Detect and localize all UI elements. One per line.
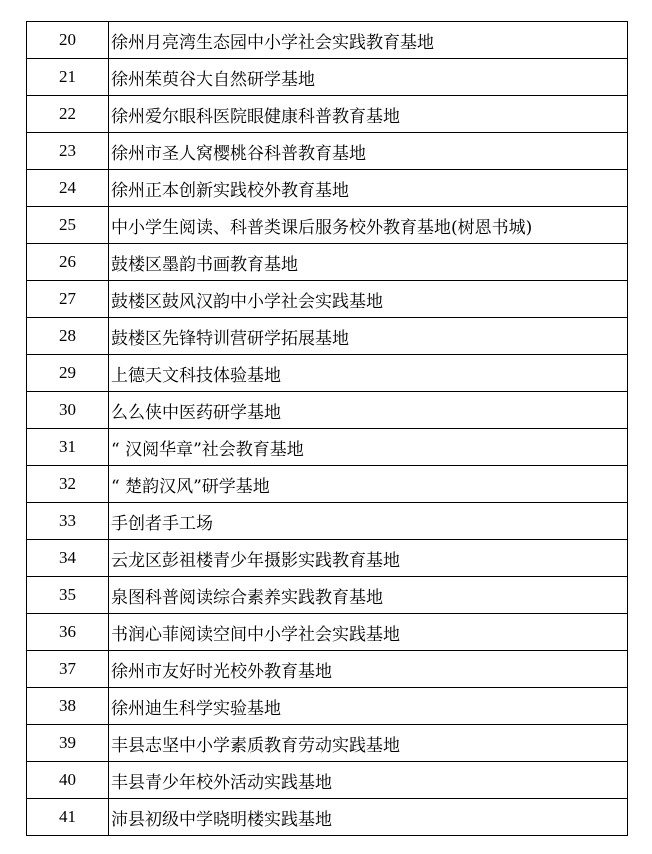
row-number: 40 (27, 762, 109, 799)
row-number: 25 (27, 207, 109, 244)
row-number: 32 (27, 466, 109, 503)
table-row (27, 281, 628, 318)
table-row (27, 725, 628, 762)
table-row (27, 762, 628, 799)
row-number: 21 (27, 59, 109, 96)
table-row (27, 244, 628, 281)
row-number: 24 (27, 170, 109, 207)
table-row (27, 207, 628, 244)
row-number: 26 (27, 244, 109, 281)
base-name: 徐州正本创新实践校外教育基地 (109, 170, 628, 207)
base-name: 徐州月亮湾生态园中小学社会实践教育基地 (109, 22, 628, 59)
table-row (27, 503, 628, 540)
base-name: 徐州茱萸谷大自然研学基地 (109, 59, 628, 96)
base-name: 鼓楼区鼓风汉韵中小学社会实践基地 (109, 281, 628, 318)
table-row (27, 355, 628, 392)
base-name: “ 汉阅华章”社会教育基地 (109, 429, 628, 466)
table-row (27, 22, 628, 59)
base-name: 么么侠中医药研学基地 (109, 392, 628, 429)
row-number: 22 (27, 96, 109, 133)
row-number: 34 (27, 540, 109, 577)
base-name: 云龙区彭祖楼青少年摄影实践教育基地 (109, 540, 628, 577)
base-name: 丰县青少年校外活动实践基地 (109, 762, 628, 799)
base-name: 徐州市圣人窝樱桃谷科普教育基地 (109, 133, 628, 170)
row-number: 36 (27, 614, 109, 651)
base-name: 沛县初级中学晓明楼实践基地 (109, 799, 628, 836)
table-row (27, 59, 628, 96)
base-name: 手创者手工场 (109, 503, 628, 540)
base-name: 上德天文科技体验基地 (109, 355, 628, 392)
base-name: 书润心菲阅读空间中小学社会实践基地 (109, 614, 628, 651)
table-row (27, 392, 628, 429)
base-name: 鼓楼区先锋特训营研学拓展基地 (109, 318, 628, 355)
table-row (27, 651, 628, 688)
table-row (27, 688, 628, 725)
row-number: 20 (27, 22, 109, 59)
table-row (27, 466, 628, 503)
table-row (27, 540, 628, 577)
table-row (27, 429, 628, 466)
row-number: 28 (27, 318, 109, 355)
table-row (27, 799, 628, 836)
row-number: 35 (27, 577, 109, 614)
row-number: 37 (27, 651, 109, 688)
base-name: 鼓楼区墨韵书画教育基地 (109, 244, 628, 281)
base-name: 徐州迪生科学实验基地 (109, 688, 628, 725)
base-list-table (26, 21, 628, 836)
base-name: “ 楚韵汉风”研学基地 (109, 466, 628, 503)
row-number: 39 (27, 725, 109, 762)
base-name: 徐州爱尔眼科医院眼健康科普教育基地 (109, 96, 628, 133)
row-number: 41 (27, 799, 109, 836)
table-row (27, 96, 628, 133)
base-name: 中小学生阅读、科普类课后服务校外教育基地(树恩书城) (109, 207, 628, 244)
table-row (27, 577, 628, 614)
row-number: 27 (27, 281, 109, 318)
table-row (27, 133, 628, 170)
row-number: 38 (27, 688, 109, 725)
table-row (27, 170, 628, 207)
table-row (27, 614, 628, 651)
table-body (27, 22, 628, 836)
row-number: 30 (27, 392, 109, 429)
row-number: 33 (27, 503, 109, 540)
row-number: 29 (27, 355, 109, 392)
base-name: 泉图科普阅读综合素养实践教育基地 (109, 577, 628, 614)
base-name: 丰县志坚中小学素质教育劳动实践基地 (109, 725, 628, 762)
table-row (27, 318, 628, 355)
row-number: 31 (27, 429, 109, 466)
base-name: 徐州市友好时光校外教育基地 (109, 651, 628, 688)
row-number: 23 (27, 133, 109, 170)
